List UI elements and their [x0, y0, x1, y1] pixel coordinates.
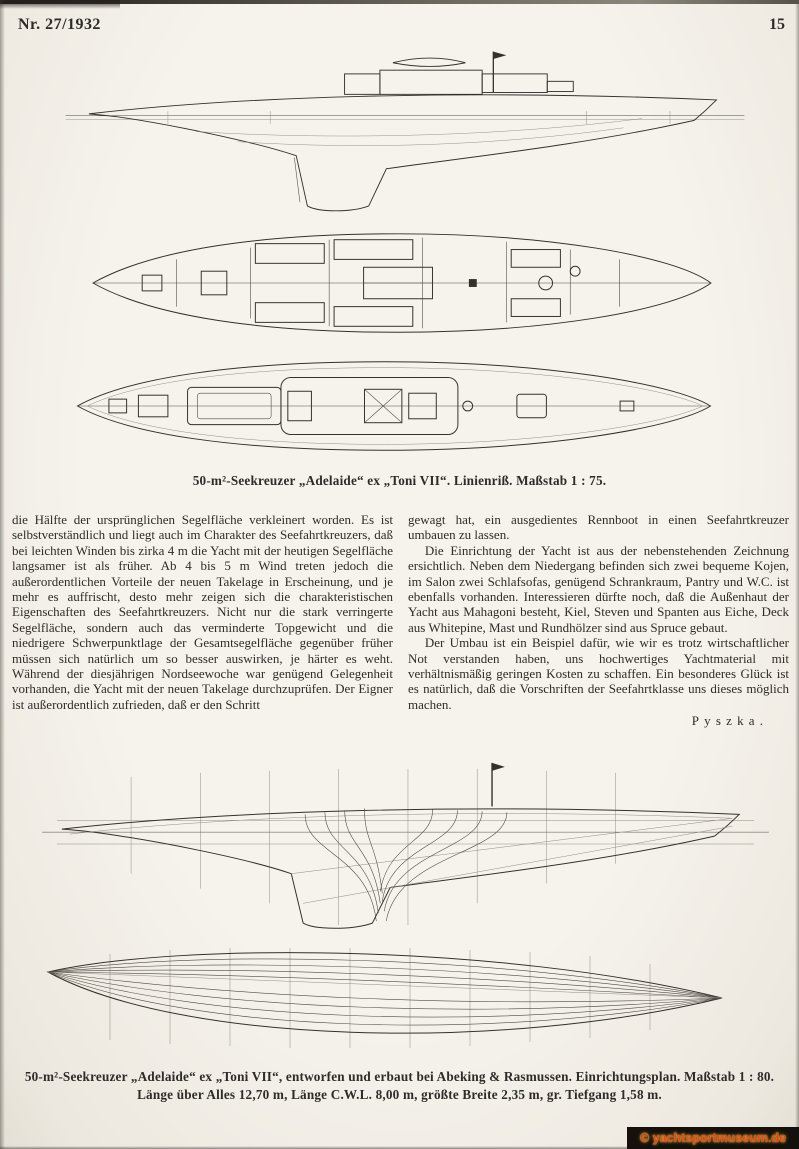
- masthead: [18, 16, 785, 34]
- waterlines-plan-drawing: [30, 938, 740, 1063]
- deck-plan-drawing: [64, 348, 724, 469]
- article-paragraph: Die Einrichtung der Yacht ist aus der nebenstehenden Zeichnung ersichtlich. Neben dem Niedergang befinden sich zwei bequeme Kojen, im Salon zwei Schlafsofas, genügend Schrankraum, Pantry und W.C. ist ebenfalls vorhanden. Interessieren dürfte noch, daß die Außenhaut der Yacht aus Mahagoni besteht, Kiel, Steven und Spanten aus Eiche, Deck aus Whitepine, Mast und Rundhölzer sind aus Spruce gebaut.: [408, 542, 789, 635]
- issue-number: Nr. 27/1932: [18, 16, 101, 33]
- watermark-text: © yachtsportmuseum.de: [639, 1131, 787, 1145]
- deck-plan-svg: [64, 348, 724, 464]
- lines-profile-svg: [38, 755, 773, 933]
- interior-plan-svg: [78, 222, 723, 345]
- watermark-strip: [627, 1127, 799, 1149]
- article-paragraph: Der Umbau ist ein Beispiel dafür, wie wir es trotz wirtschaftlicher Not verstanden haben, uns hochwertiges Yachtmaterial mit verhältnismäßig geringen Kosten zu schaffen. Ein besonderes Glück ist es natürlich, daß die Vorschriften der Seefahrtklasse uns dieses möglich machen.: [408, 635, 789, 712]
- profile-drawing: [40, 46, 770, 223]
- article-left-column: [12, 512, 393, 728]
- author-signature: Pyszka.: [691, 713, 769, 729]
- article-paragraph: die Hälfte der ursprünglichen Segelfläche verkleinert worden. Es ist selbstverständlich und liegt auch im Charakter des Seefahrtkreuzers, daß bei leichten Winden bis zirka 4 m die Yacht mit der heutigen Segelfläche langsamer ist als früher. Ab 4 bis 5 m Wind treten jedoch die außerordentlichen Vorteile der neuen Takelage in Erscheinung, und je mehr es auffrischt, desto mehr zeigen sich die charakteristischen Eigenschaften des Seefahrtkreuzers. Nicht nur die stark verringerte Segelfläche, sondern auch das verminderte Topgewicht und die niedrigere Schwerpunktlage der Gesamtsegelfläche gegenüber früher müssen sich natürlich um so besser auswirken, je härter es weht. Während der diesjährigen Nordseewoche war genügend Gelegenheit vorhanden, die Yacht mit der neuen Takelage durchzuprüfen. Der Eigner ist außerordentlich zufrieden, daß er den Schritt: [12, 512, 393, 712]
- waterlines-plan-svg: [30, 938, 740, 1058]
- scan-edge-top: [0, 0, 799, 4]
- article-right-column: [408, 512, 789, 728]
- interior-plan-drawing: [78, 222, 723, 350]
- scan-edge-left: [0, 0, 5, 1149]
- arrangement-caption-line1: 50-m²-Seekreuzer „Adelaide“ ex „Toni VII“, entworfen und erbaut bei Abeking & Rasmussen. Einrichtungsplan. Maßstab 1 : 80.: [24, 1069, 775, 1084]
- article-body: [12, 512, 790, 728]
- page-number: 15: [769, 16, 785, 33]
- yacht-profile-svg: [40, 46, 770, 218]
- lines-profile-drawing: [38, 755, 773, 938]
- scan-edge-top-left: [0, 0, 120, 9]
- scan-edge-right: [795, 0, 799, 1149]
- arrangement-caption-line2: Länge über Alles 12,70 m, Länge C.W.L. 8,00 m, größte Breite 2,35 m, gr. Tiefgang 1,58 m.: [137, 1086, 662, 1102]
- article-paragraph: gewagt hat, ein ausgedientes Rennboot in einen Seefahrtkreuzer umbauen zu lassen.: [408, 512, 789, 543]
- lines-plan-caption: 50-m²-Seekreuzer „Adelaide“ ex „Toni VII“. Linienriß. Maßstab 1 : 75.: [192, 473, 607, 488]
- arrangement-plan-caption: [0, 1068, 799, 1104]
